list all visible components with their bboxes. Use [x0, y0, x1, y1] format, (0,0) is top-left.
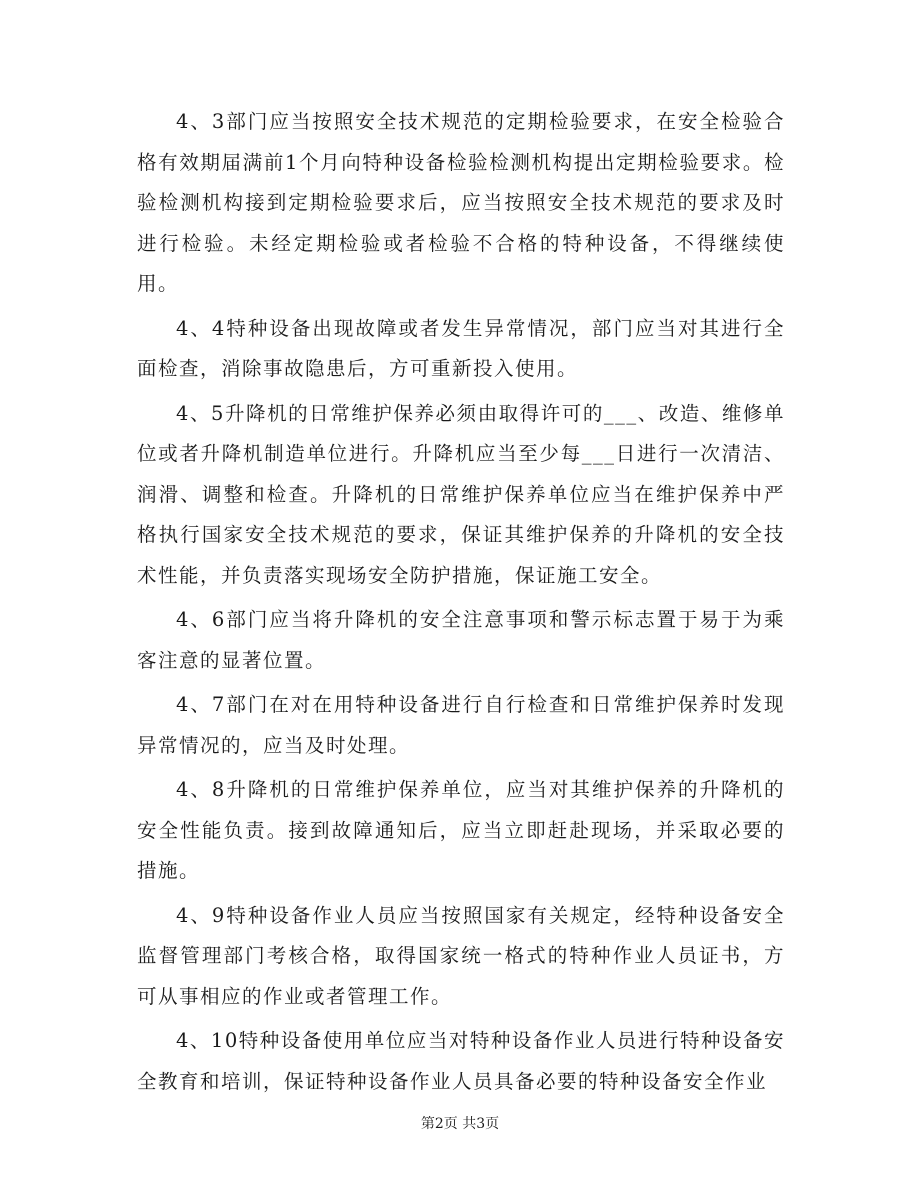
paragraph-4-8: 4、8升降机的日常维护保养单位，应当对其维护保养的升降机的安全性能负责。接到故障通知后，应当立即赶赴现场，并采取必要的措施。: [137, 778, 785, 882]
paragraph-4-6: 4、6部门应当将升降机的安全注意事项和警示标志置于易于为乘客注意的显著位置。: [137, 608, 785, 672]
paragraph-4-4: 4、4特种设备出现故障或者发生异常情况，部门应当对其进行全面检查，消除事故隐患后，方可重新投入使用。: [137, 316, 785, 380]
paragraph-4-7: 4、7部门在对在用特种设备进行自行检查和日常维护保养时发现异常情况的，应当及时处理。: [137, 693, 785, 757]
paragraph-4-5: 4、5升降机的日常维护保养必须由取得许可的___、改造、维修单位或者升降机制造单位进行。升降机应当至少每___日进行一次清洁、润滑、调整和检查。升降机的日常维护保养单位应当在维护保养中严格执行国家安全技术规范的要求，保证其维护保养的升降机的安全技术性能，并负责落实现场安全防护措施，保证施工安全。: [137, 401, 785, 587]
paragraph-4-3: 4、3部门应当按照安全技术规范的定期检验要求，在安全检验合格有效期届满前1个月向特种设备检验检测机构提出定期检验要求。检验检测机构接到定期检验要求后，应当按照安全技术规范的要求及时进行检验。未经定期检验或者检验不合格的特种设备，不得继续使用。: [137, 110, 785, 295]
document-body: [137, 102, 785, 1106]
page-number-footer: 第2页 共3页: [420, 1116, 500, 1132]
paragraph-4-9: 4、9特种设备作业人员应当按照国家有关规定，经特种设备安全监督管理部门考核合格，取得国家统一格式的特种作业人员证书，方可从事相应的作业或者管理工作。: [137, 903, 785, 1008]
paragraph-4-10: 4、10特种设备使用单位应当对特种设备作业人员进行特种设备安全教育和培训，保证特种设备作业人员具备必要的特种设备安全作业: [137, 1029, 785, 1093]
